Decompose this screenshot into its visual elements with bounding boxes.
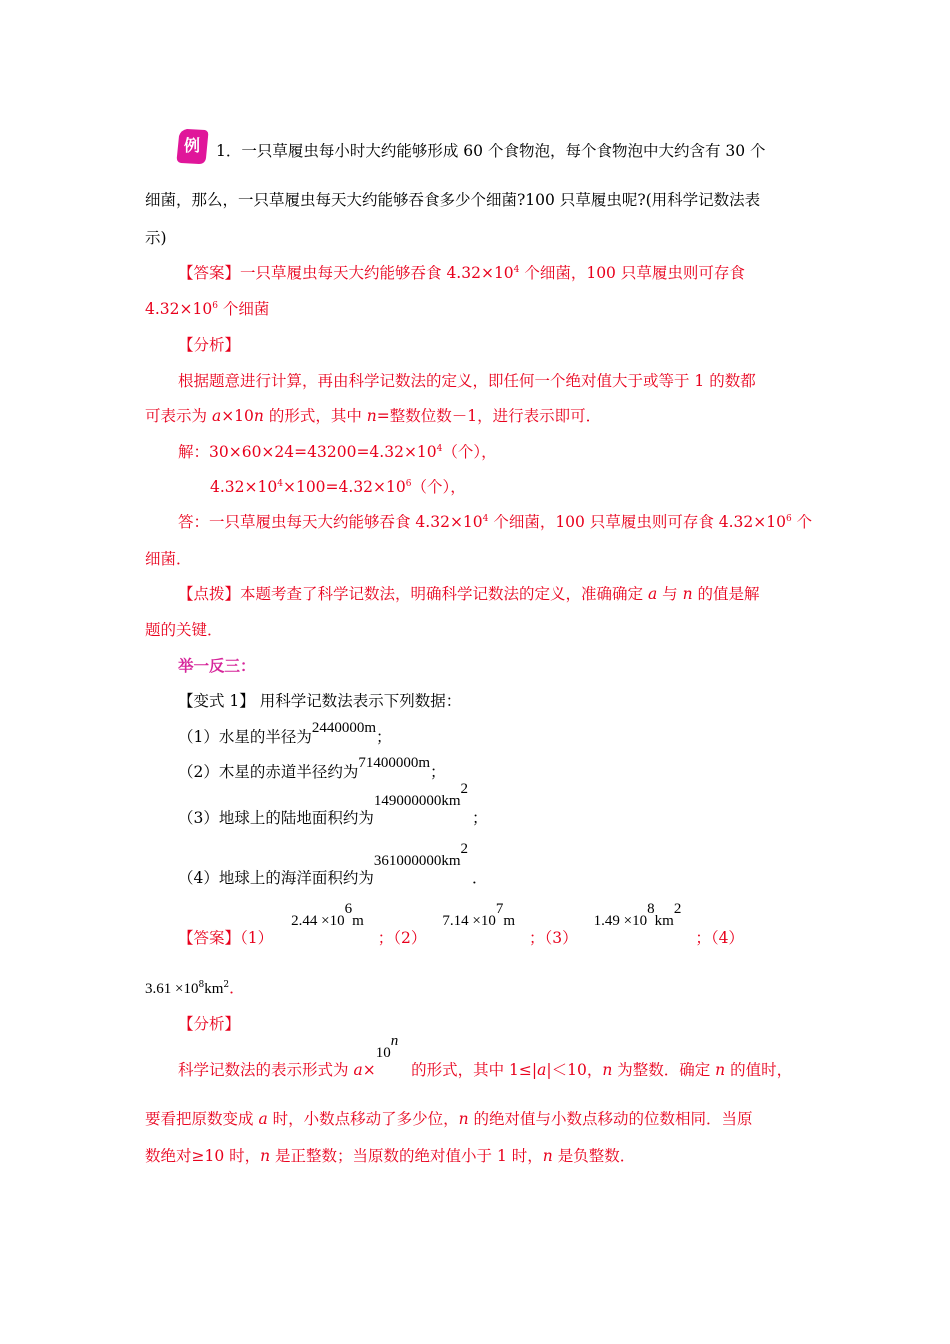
answer1-line-1: 【答案】一只草履虫每天大约能够吞食 $4.32\times 10^4$ 个细菌，100 只草履虫则可存食: [178, 264, 745, 282]
analysis1-line-1: 根据题意进行计算，再由科学记数法的定义，即任何一个绝对值大于或等于 1 的数都: [178, 372, 756, 390]
answer1-line-2: $4.32\times 10^6$ 个细菌: [145, 300, 270, 318]
example-line-2: 细菌，那么，一只草履虫每天大约能够吞食多少个细菌?100 只草履虫呢?(用科学记数法表: [145, 191, 761, 209]
section-title: 举一反三：: [178, 656, 256, 675]
solution-line-3: 答：一只草履虫每天大约能够吞食 $4.32\times 10^4$ 个细菌，100 只草履虫则可存食 $4.32\times 10^6$ 个: [178, 513, 813, 531]
analysis2-line-2: 要看把原数变成 a 时，小数点移动了多少位，n 的绝对值与小数点移动的位数相同．当原: [145, 1110, 753, 1128]
example-line-3: 示): [145, 229, 167, 247]
analysis2-label: 【分析】: [178, 1015, 241, 1033]
variant-q1: （1）水星的半径为2440000m；: [178, 720, 392, 746]
variant-title: 【变式 1】 用科学记数法表示下列数据：: [178, 692, 462, 710]
answer2-line-2: $3.61 \times 10^8km^2$．: [145, 979, 245, 997]
example-badge-icon: [175, 128, 209, 166]
solution-line-2: $4.32\times 10^4\times 100=4.32\times 10^6$（个），: [210, 478, 466, 496]
variant-q4: （4）地球上的海洋面积约为$361000000km^2$．: [178, 841, 488, 887]
solution-line-1: 解：$30\times 60\times 24=43200=4.32\times 10^4$（个），: [178, 443, 497, 461]
answer2-line-1: 【答案】$(1)2.44 \times 10^6m$；$(2)7.14 \times 10^7m$；$(3)1.49 \times 10^8km^2$；（4）: [178, 901, 744, 947]
analysis2-line-1: 科学记数法的表示形式为 $a\times 10^n$ 的形式，其中 1≤|a|＜10，n 为整数．确定 n 的值时，: [178, 1033, 793, 1079]
variant-q2: （2）木星的赤道半径约为71400000m；: [178, 755, 446, 781]
analysis1-line-2: 可表示为 a×10n 的形式，其中 n=整数位数－1，进行表示即可．: [145, 407, 602, 425]
analysis1-label: 【分析】: [178, 336, 241, 354]
tip-line-1: 【点拨】本题考查了科学记数法，明确科学记数法的定义，准确确定 a 与 n 的值是解: [178, 585, 760, 603]
example-line-1: 1．一只草履虫每小时大约能够形成 60 个食物泡，每个食物泡中大约含有 30 个: [216, 142, 766, 160]
solution-line-4: 细菌．: [145, 550, 192, 568]
answer-label: 【答案】: [178, 264, 241, 282]
analysis2-line-3: 数绝对≥10 时，n 是正整数；当原数的绝对值小于 1 时，n 是负整数．: [145, 1147, 636, 1165]
variant-q3: （3）地球上的陆地面积约为$149000000km^2$；: [178, 781, 488, 827]
tip-label: 【点拨】: [178, 585, 241, 603]
tip-line-2: 题的关键．: [145, 621, 223, 639]
answer2-label: 【答案】: [178, 929, 241, 947]
example-badge-text: 例: [183, 136, 201, 155]
